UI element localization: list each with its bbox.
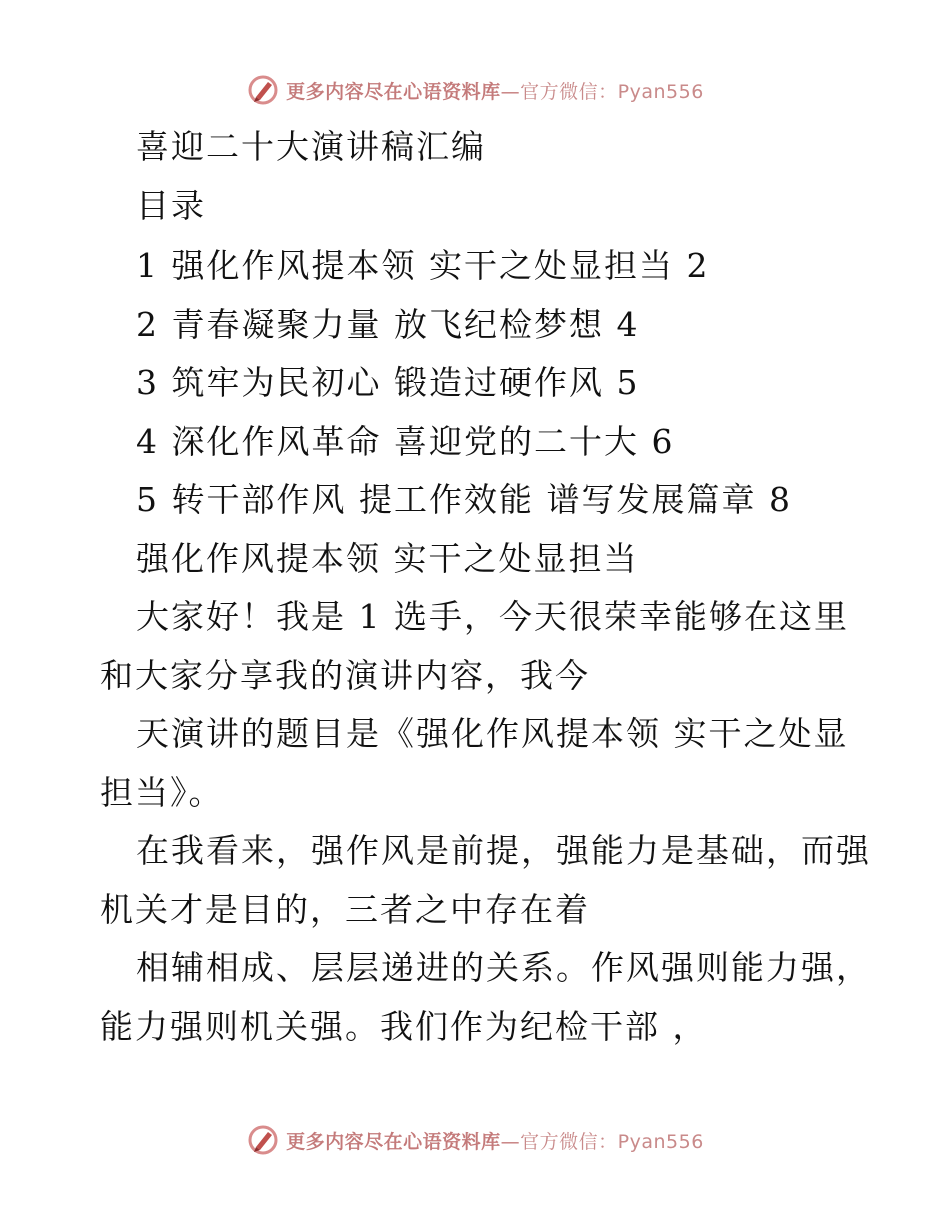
toc-title: 强化作风提本领 实干之处显担当: [171, 246, 674, 285]
toc-title: 青春凝聚力量 放飞纪检梦想: [171, 304, 604, 344]
body-line: 天演讲的题目是《强化作风提本领 实干之处显: [136, 714, 849, 753]
watermark-main: 更多内容尽在心语资料库: [286, 80, 501, 103]
watermark-text: [286, 1127, 704, 1154]
body-line: 和大家分享我的演讲内容，我今: [100, 655, 590, 695]
toc-item: [100, 413, 860, 472]
watermark-main: 更多内容尽在心语资料库: [286, 1130, 501, 1153]
toc-number: 3: [136, 363, 159, 402]
toc-number: 1: [136, 246, 159, 285]
toc-item: [100, 296, 860, 355]
toc-page: 8: [768, 480, 792, 519]
watermark-contact: 官方微信：Pyan556: [520, 1130, 704, 1153]
body-line: 担当》。: [100, 772, 224, 812]
toc-number: 5: [136, 480, 159, 519]
body-line: 机关才是目的，三者之中存在着: [100, 889, 590, 929]
pen-logo-icon: [246, 73, 280, 107]
body-line: 在我看来，强作风是前提，强能力是基础，而强: [136, 831, 871, 870]
section-title: 强化作风提本领 实干之处显担当: [136, 538, 639, 578]
toc-title: 筑牢为民初心 锻造过硬作风: [171, 363, 604, 402]
document-body: [100, 118, 871, 1056]
watermark-footer: [0, 1120, 950, 1160]
watermark-separator: —: [500, 80, 521, 103]
body-line: 相辅相成、层层递进的关系。作风强则能力强，: [136, 948, 871, 987]
toc-number: 2: [136, 304, 159, 344]
toc-page: 5: [616, 363, 640, 402]
watermark-contact: 官方微信：Pyan556: [520, 80, 704, 103]
toc-page: 2: [686, 246, 710, 285]
toc-title: 深化作风革命 喜迎党的二十大: [171, 421, 639, 461]
toc-page: 6: [651, 421, 675, 461]
watermark-separator: —: [500, 1130, 521, 1153]
toc-item: [100, 471, 860, 530]
toc-title: 转干部作风 提工作效能 谱写发展篇章: [171, 480, 757, 519]
pen-logo-icon: [246, 1123, 280, 1157]
body-line: 能力强则机关强。我们作为纪检干部 ，: [100, 1006, 708, 1046]
document-title: 喜迎二十大演讲稿汇编: [136, 127, 486, 166]
body-line: 大家好！我是 1 选手，今天很荣幸能够在这里: [136, 597, 849, 636]
watermark-header: [0, 70, 950, 110]
watermark-text: [286, 77, 704, 104]
toc-number: 4: [136, 421, 159, 461]
toc-item: [100, 354, 860, 413]
toc-page: 4: [616, 304, 640, 344]
toc-heading: 目录: [136, 185, 206, 225]
toc-item: [100, 237, 860, 296]
